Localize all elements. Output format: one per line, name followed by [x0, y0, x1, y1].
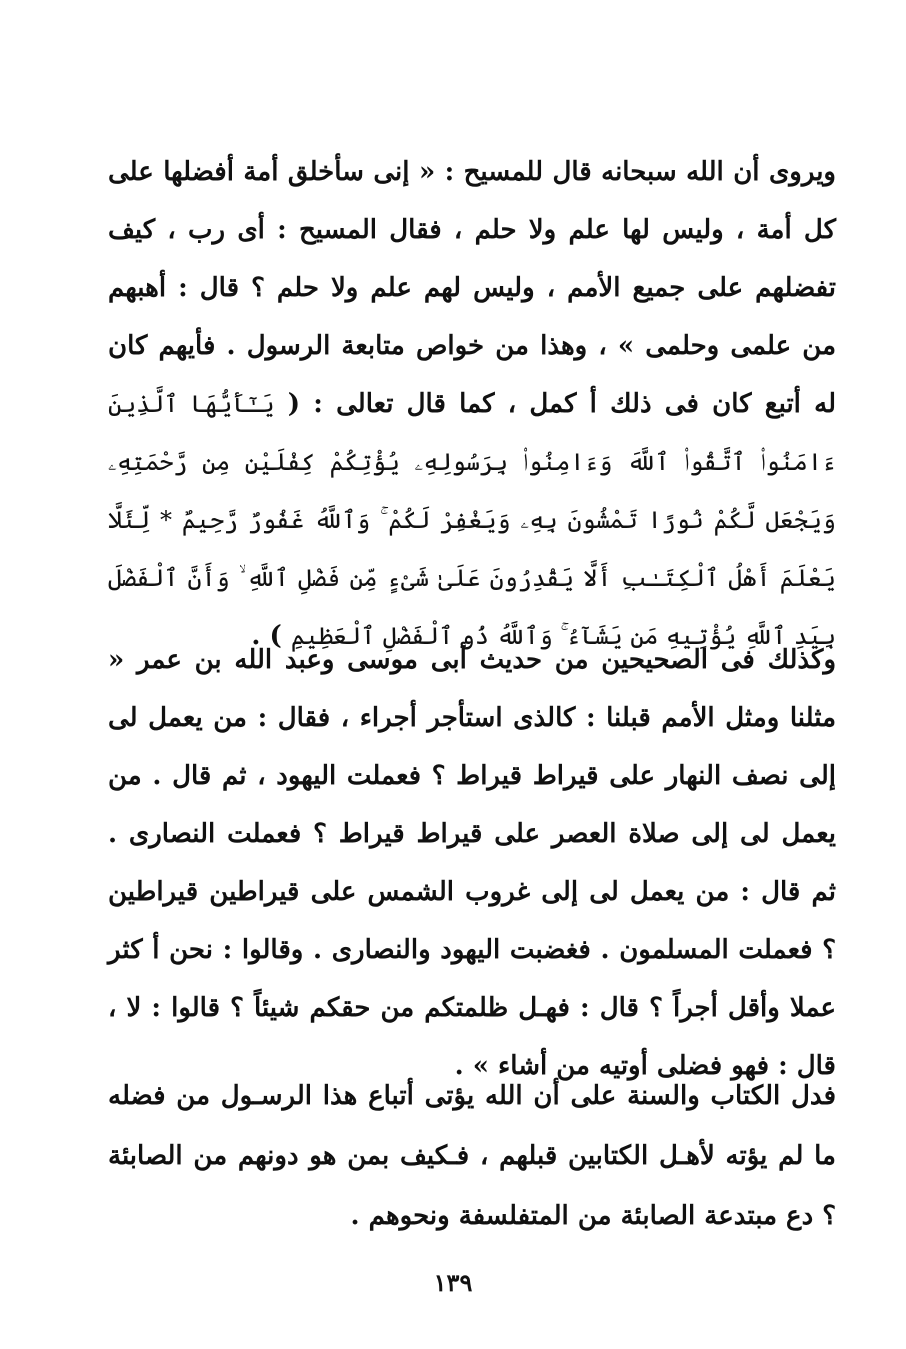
quran-verse: يَـٰٓأَيُّهَا ٱلَّذِينَ ءَامَنُوا۟ ٱتَّقُوا۟ ٱللَّهَ وَءَامِنُوا۟ بِرَسُولِهِۦ يُؤْتِكُمْ كِفْلَيْنِ مِن رَّحْمَتِهِۦ وَيَجْعَل لَّكُمْ نُورًا تَمْشُونَ بِهِۦ وَيَغْفِرْ لَكُمْ ۚ وَٱللَّهُ غَفُورٌ رَّحِيمٌ * لِّئَلَّا يَعْلَمَ أَهْلُ ٱلْكِتَـٰبِ أَلَّا يَقْدِرُونَ عَلَىٰ شَىْءٍ مِّن فَضْلِ ٱللَّهِ ۙ وَأَنَّ ٱلْفَضْلَ بِيَدِ ٱللَّهِ يُؤْتِيهِ مَن يَشَآءُ ۚ وَٱللَّهُ ذُو ٱلْفَضْلِ ٱلْعَظِيمِ	[108, 390, 836, 650]
paragraph-1-closing: ) .	[251, 621, 282, 651]
paragraph-3: فدل الكتاب والسنة على أن الله يؤتى أتباع هذا الرسـول من فضله ما لم يؤته لأهـل الكتابين قبلهم ، فـكيف بمن هو دونهم من الصابئة ؟ دع مبتدعة الصابئة من المتفلسفة ونحوهم .	[108, 1081, 836, 1231]
paragraph-1	[108, 143, 836, 665]
page-number: ١٣٩	[433, 1268, 473, 1297]
paragraph-1-text: ويروى أن الله سبحانه قال للمسيح : « إنى سأخلق أمة أفضلها على كل أمة ، وليس لها علم ولا حلم ، فقال المسيح : أى رب ، كيف تفضلهم على جميع الأمم ، وليس لهم علم ولا حلم ؟ قال : أهبهم من علمى وحلمى » ، وهذا من خواص متابعة الرسول . فأيهم كان له أتبع كان فى ذلك أ كمل ، كما قال تعالى : (	[108, 157, 837, 419]
paragraph-2: وكذلك فى الصحيحين من حديث أبى موسى وعبد الله بن عمر « مثلنا ومثل الأمم قبلنا : كالذى استأجر أجراء ، فقال : من يعمل لى إلى نصف النهار على قيراط قيراط ؟ فعملت اليهود ، ثم قال . من يعمل لى إلى صلاة العصر على قيراط قيراط ؟ فعملت النصارى . ثم قال : من يعمل لى إلى غروب الشمس على قيراطين قيراطين ؟ فعملت المسلمون . فغضبت اليهود والنصارى . وقالوا : نحن أ كثر عملا وأقل أجراً ؟ قال : فهـل ظلمتكم من حقكم شيئاً ؟ قالوا : لا ، قال : فهو فضلى أوتيه من أشاء » .	[108, 645, 836, 1081]
